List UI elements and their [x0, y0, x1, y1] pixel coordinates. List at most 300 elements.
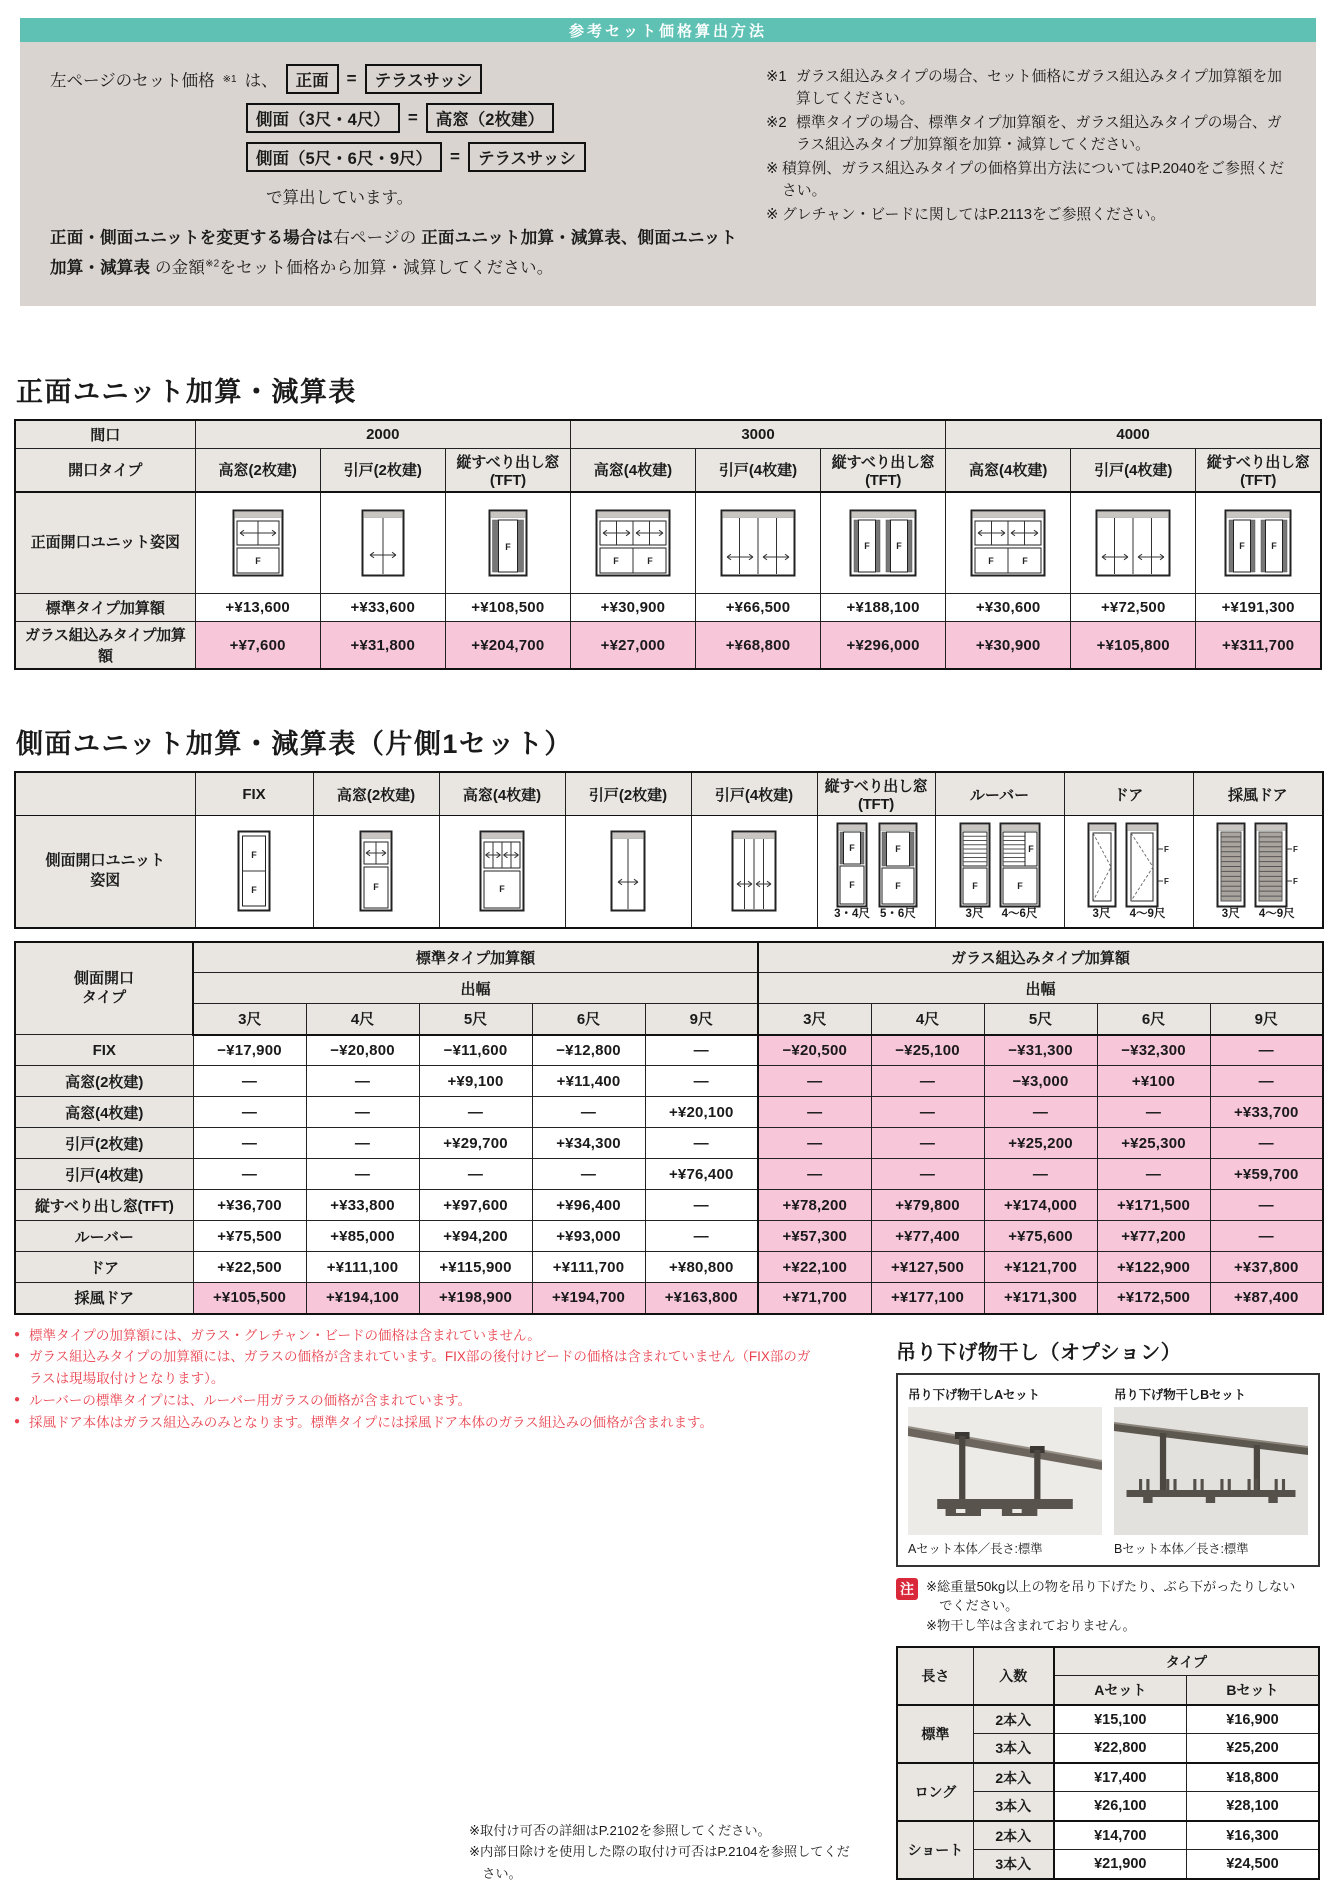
std-addition-label: 標準タイプ加算額	[15, 594, 195, 622]
note-mark: ※	[766, 160, 779, 177]
change-note-bold-3: 側面ユニット加算・減算表	[50, 229, 738, 277]
install-notes	[469, 1820, 861, 1885]
glass-value-cell: +¥37,800	[1210, 1252, 1323, 1283]
glass-value-cell: +¥75,600	[984, 1221, 1097, 1252]
takamado4-icon	[970, 509, 1046, 577]
a-set-price: ¥26,100	[1054, 1792, 1187, 1821]
side-type-header-7: ルーバー	[935, 772, 1064, 816]
formula-line-2	[50, 103, 740, 133]
glass-value-cell: —	[758, 1128, 871, 1159]
hikido2-side-icon	[610, 830, 646, 912]
equals-sign: =	[346, 69, 357, 88]
std-value-cell: —	[193, 1066, 306, 1097]
window-diagram	[824, 509, 942, 577]
std-value-cell: +¥115,900	[419, 1252, 532, 1283]
svg-text:F: F	[1163, 845, 1169, 854]
table-row	[15, 492, 1321, 594]
type-header-1: 高窓(2枚建)	[195, 448, 320, 492]
table-row	[15, 622, 1321, 670]
window-diagram-group	[569, 830, 688, 912]
depth-header-glass-6尺: 6尺	[1097, 1004, 1210, 1035]
front-diagram-cell-8	[1071, 492, 1196, 594]
row-label-3: 高窓(4枚建)	[15, 1097, 193, 1128]
front-diagram-cell-6	[821, 492, 946, 594]
std-value-cell: +¥11,400	[532, 1066, 645, 1097]
depth-header-std-6尺: 6尺	[532, 1004, 645, 1035]
length-cell-ショート: ショート	[897, 1821, 973, 1879]
svg-text:F: F	[849, 880, 855, 890]
svg-text:F: F	[1163, 877, 1169, 886]
product-header: 吊り下げ物干しBセット	[1114, 1387, 1246, 1402]
svg-text:F: F	[499, 884, 505, 895]
table-row	[15, 1252, 1323, 1283]
row-label-8: ドア	[15, 1252, 193, 1283]
glass-value-cell: —	[1097, 1159, 1210, 1190]
table-row	[15, 1066, 1323, 1097]
diagram-size-label: 3尺	[965, 908, 984, 920]
price-footnote-1: ● 標準タイプの加算額には、ガラス・グレチャン・ビードの価格は含まれていません。	[14, 1325, 814, 1347]
window-diagram	[1199, 509, 1317, 577]
type-header: タイプ	[1054, 1647, 1319, 1676]
diagram-size-label: 4～6尺	[1001, 908, 1038, 920]
row-label-9: 採風ドア	[15, 1283, 193, 1314]
a-set-header: Aセット	[1054, 1676, 1187, 1705]
std-value-cell: —	[645, 1128, 758, 1159]
std-value-cell: —	[306, 1128, 419, 1159]
table-row	[15, 1283, 1323, 1314]
glass-value-cell: —	[871, 1066, 984, 1097]
diagram-item	[834, 822, 870, 921]
count-header: 入数	[973, 1647, 1053, 1705]
note-mark: ※2	[766, 114, 787, 131]
formula-left-box: 側面（3尺・4尺）	[246, 103, 400, 133]
std-value-cell: +¥29,700	[419, 1128, 532, 1159]
table-row	[15, 942, 1323, 973]
std-value-cell: +¥194,100	[306, 1283, 419, 1314]
svg-text:F: F	[373, 882, 379, 893]
std-value-cell: —	[306, 1097, 419, 1128]
glass-value-cell: +¥127,500	[871, 1252, 984, 1283]
length-cell-ロング: ロング	[897, 1763, 973, 1821]
side-diagram-cell-5	[691, 816, 817, 928]
std-value-cell: +¥93,000	[532, 1221, 645, 1252]
intro-notes	[766, 64, 1290, 290]
table-row	[15, 594, 1321, 622]
glass-price-cell: +¥68,800	[695, 622, 820, 670]
side-type-header-6: 縦すべり出し窓(TFT)	[817, 772, 935, 816]
glass-value-cell: +¥87,400	[1210, 1283, 1323, 1314]
depth-header-glass-9尺: 9尺	[1210, 1004, 1323, 1035]
caution-notes	[926, 1577, 1302, 1636]
side-table-corner	[15, 772, 195, 816]
window-diagram-group	[443, 830, 562, 912]
change-note-sup: ※2	[205, 258, 220, 270]
window-diagram-group	[1068, 822, 1190, 921]
table-row	[15, 1159, 1323, 1190]
std-value-cell: −¥11,600	[419, 1035, 532, 1066]
equals-sign: =	[450, 147, 460, 166]
type-header-3: 縦すべり出し窓(TFT)	[445, 448, 570, 492]
glass-value-cell: —	[1097, 1097, 1210, 1128]
diagram-size-label: 4～9尺	[1258, 908, 1295, 920]
hanging-dryer-photo-box	[896, 1373, 1320, 1567]
depth-header-glass-4尺: 4尺	[871, 1004, 984, 1035]
svg-text:F: F	[1016, 881, 1023, 891]
glass-value-cell: —	[1210, 1221, 1323, 1252]
glass-value-cell: +¥172,500	[1097, 1283, 1210, 1314]
hanging-dryer-section	[896, 1336, 1320, 1880]
photo-b	[1114, 1407, 1308, 1535]
svg-text:F: F	[1271, 540, 1277, 551]
side-table-title: 側面ユニット加算・減算表（片側1セット）	[16, 729, 573, 759]
kaze-door-b-icon	[1254, 822, 1300, 908]
side-diagram-cell-6	[817, 816, 935, 928]
std-price-cell: +¥30,600	[946, 594, 1071, 622]
side-type-header-1: FIX	[195, 772, 313, 816]
std-value-cell: —	[645, 1221, 758, 1252]
diagram-item	[731, 830, 777, 912]
std-value-cell: —	[419, 1097, 532, 1128]
hanging-dryer-price-table	[896, 1646, 1320, 1880]
opening-type-header: 開口タイプ	[15, 448, 195, 492]
hikido4-icon	[1095, 509, 1171, 577]
side-diagram-label: 側面開口ユニット 姿図	[15, 816, 195, 928]
type-header-5: 引戸(4枚建)	[695, 448, 820, 492]
louver-a-icon	[959, 822, 991, 908]
std-value-cell: +¥111,700	[532, 1252, 645, 1283]
std-value-cell: —	[193, 1097, 306, 1128]
front-diagram-cell-3	[445, 492, 570, 594]
std-value-cell: +¥194,700	[532, 1283, 645, 1314]
row-label-6: 縦すべり出し窓(TFT)	[15, 1190, 193, 1221]
diagram-item	[999, 822, 1041, 921]
front-diagram-cell-1	[195, 492, 320, 594]
std-value-cell: −¥20,800	[306, 1035, 419, 1066]
louver-b-icon	[999, 822, 1041, 908]
note-mark: ※	[766, 206, 779, 223]
a-set-price: ¥21,900	[1054, 1850, 1187, 1879]
table-row	[15, 772, 1323, 816]
caution-block	[896, 1577, 1302, 1636]
side-diagram-cell-9	[1193, 816, 1323, 928]
std-value-cell: —	[306, 1159, 419, 1190]
std-value-cell: —	[645, 1066, 758, 1097]
kaze-door-a-icon	[1216, 822, 1246, 908]
window-diagram-group	[939, 822, 1061, 921]
glass-value-cell: —	[984, 1159, 1097, 1190]
note-text: 積算例、ガラス組込みタイプの価格算出方法についてはP.2040をご参照ください。	[782, 160, 1285, 200]
depth-header-std-5尺: 5尺	[419, 1004, 532, 1035]
std-value-cell: +¥97,600	[419, 1190, 532, 1221]
glass-value-cell: +¥59,700	[1210, 1159, 1323, 1190]
change-note-bold-1: 正面・側面ユニットを変更する場合は	[50, 229, 334, 247]
span-header-2000: 2000	[195, 420, 570, 448]
diagram-item	[479, 830, 525, 912]
glass-price-cell: +¥27,000	[570, 622, 695, 670]
std-value-cell: +¥80,800	[645, 1252, 758, 1283]
side-diagram-cell-4	[565, 816, 691, 928]
window-diagram	[199, 509, 317, 577]
front-diagram-cell-5	[695, 492, 820, 594]
intro-left	[50, 64, 740, 290]
side-diagram-cell-7	[935, 816, 1064, 928]
tft1-icon	[488, 509, 528, 577]
install-note-2: ※内部日除けを使用した際の取付け可否はP.2104を参照してください。	[469, 1844, 850, 1882]
diagram-item	[237, 830, 271, 912]
glass-value-cell: +¥177,100	[871, 1283, 984, 1314]
formula-left-box: 正面	[286, 64, 339, 94]
hikido4-icon	[720, 509, 796, 577]
tft-side-a-icon	[836, 822, 868, 908]
bottom-region	[14, 1320, 1322, 1890]
std-value-cell: −¥17,900	[193, 1035, 306, 1066]
table-row	[897, 1647, 1319, 1676]
table-row	[15, 1004, 1323, 1035]
b-set-price: ¥16,300	[1186, 1821, 1319, 1850]
span-header-4000: 4000	[946, 420, 1321, 448]
std-value-cell: +¥198,900	[419, 1283, 532, 1314]
diagram-size-label: 5・6尺	[879, 908, 916, 920]
std-value-cell: +¥36,700	[193, 1190, 306, 1221]
svg-text:F: F	[505, 541, 511, 552]
formula-lead-sup: ※1	[222, 73, 237, 85]
std-value-cell: —	[532, 1159, 645, 1190]
formula-block	[50, 64, 740, 172]
maguchi-header: 間口	[15, 420, 195, 448]
glass-value-cell: +¥78,200	[758, 1190, 871, 1221]
window-diagram-group	[317, 830, 436, 912]
front-diagram-cell-9	[1196, 492, 1321, 594]
glass-value-cell: +¥25,200	[984, 1128, 1097, 1159]
caution-note-2: ※物干し竿は含まれておりません。	[926, 1618, 1136, 1634]
front-table-title: 正面ユニット加算・減算表	[16, 377, 357, 407]
glass-price-cell: +¥30,900	[946, 622, 1071, 670]
calc-note: で算出しています。	[266, 189, 414, 207]
glass-value-cell: +¥122,900	[1097, 1252, 1210, 1283]
caution-badge: 注	[896, 1578, 918, 1600]
std-value-cell: +¥111,100	[306, 1252, 419, 1283]
equals-sign: =	[407, 108, 418, 127]
diagram-item	[1087, 822, 1117, 921]
glass-value-cell: +¥171,300	[984, 1283, 1097, 1314]
fix-icon	[237, 830, 271, 912]
svg-text:F: F	[251, 885, 257, 896]
depth-label-glass: 出幅	[758, 973, 1323, 1004]
std-value-cell: +¥33,800	[306, 1190, 419, 1221]
window-diagram	[574, 509, 692, 577]
note-text: 標準タイプの場合、標準タイプ加算額を、ガラス組込みタイプの場合、ガラス組込みタイプ加算額を加算・減算してください。	[796, 114, 1282, 154]
svg-text:F: F	[251, 850, 257, 861]
side-type-header-2: 高窓(2枚建)	[313, 772, 439, 816]
svg-text:F: F	[895, 844, 901, 854]
svg-text:F: F	[254, 555, 261, 566]
glass-value-cell: +¥25,300	[1097, 1128, 1210, 1159]
intro-note-3	[766, 158, 1290, 203]
glass-addition-label: ガラス組込みタイプ加算額	[15, 622, 195, 670]
glass-group-header: ガラス組込みタイプ加算額	[758, 942, 1323, 973]
a-set-price: ¥15,100	[1054, 1705, 1187, 1734]
b-set-price: ¥18,800	[1186, 1763, 1319, 1792]
type-header-4: 高窓(4枚建)	[570, 448, 695, 492]
glass-price-cell: +¥296,000	[821, 622, 946, 670]
glass-value-cell: —	[984, 1097, 1097, 1128]
window-diagram	[949, 509, 1067, 577]
svg-text:F: F	[896, 540, 902, 551]
svg-text:F: F	[1292, 877, 1298, 886]
front-diagram-cell-4	[570, 492, 695, 594]
glass-value-cell: +¥33,700	[1210, 1097, 1323, 1128]
diagram-item	[1125, 822, 1171, 921]
glass-value-cell: —	[1210, 1190, 1323, 1221]
std-value-cell: +¥96,400	[532, 1190, 645, 1221]
price-footnotes	[14, 1320, 814, 1434]
glass-value-cell: +¥77,400	[871, 1221, 984, 1252]
glass-price-cell: +¥204,700	[445, 622, 570, 670]
svg-text:F: F	[988, 555, 994, 566]
table-row	[897, 1763, 1319, 1792]
depth-header-std-4尺: 4尺	[306, 1004, 419, 1035]
std-value-cell: −¥12,800	[532, 1035, 645, 1066]
std-value-cell: +¥85,000	[306, 1221, 419, 1252]
a-set-price: ¥17,400	[1054, 1763, 1187, 1792]
price-footnote-2: ● ガラス組込みタイプの加算額には、ガラスの価格が含まれています。FIX部の後付けビードの価格は含まれていません（FIX部のガラスは現場取付けとなります）。	[14, 1346, 814, 1390]
glass-value-cell: +¥77,200	[1097, 1221, 1210, 1252]
a-set-price: ¥22,800	[1054, 1734, 1187, 1763]
table-row	[897, 1705, 1319, 1734]
glass-value-cell: +¥100	[1097, 1066, 1210, 1097]
depth-header-glass-3尺: 3尺	[758, 1004, 871, 1035]
glass-value-cell: +¥22,100	[758, 1252, 871, 1283]
depth-label-std: 出幅	[193, 973, 758, 1004]
row-label-5: 引戸(4枚建)	[15, 1159, 193, 1190]
glass-value-cell: —	[1210, 1035, 1323, 1066]
hanging-product-b	[1114, 1385, 1308, 1557]
window-diagram	[699, 509, 817, 577]
std-value-cell: +¥20,100	[645, 1097, 758, 1128]
table-row	[15, 1128, 1323, 1159]
glass-value-cell: —	[871, 1128, 984, 1159]
window-diagram	[324, 509, 442, 577]
depth-header-glass-5尺: 5尺	[984, 1004, 1097, 1035]
glass-price-cell: +¥7,600	[195, 622, 320, 670]
side-type-header-5: 引戸(4枚建)	[691, 772, 817, 816]
b-set-price: ¥28,100	[1186, 1792, 1319, 1821]
diagram-item	[359, 830, 393, 912]
side-type-header-3: 高窓(4枚建)	[439, 772, 565, 816]
table-row	[15, 1035, 1323, 1066]
side-type-header-8: ドア	[1064, 772, 1193, 816]
table-row	[15, 420, 1321, 448]
diagram-item	[878, 822, 918, 921]
svg-text:F: F	[647, 555, 653, 566]
length-header: 長さ	[897, 1647, 973, 1705]
glass-value-cell: +¥174,000	[984, 1190, 1097, 1221]
product-photo-b	[1114, 1407, 1308, 1535]
type-header-6: 縦すべり出し窓(TFT)	[821, 448, 946, 492]
glass-value-cell: −¥20,500	[758, 1035, 871, 1066]
glass-value-cell: —	[871, 1159, 984, 1190]
front-diagram-cell-7	[946, 492, 1071, 594]
glass-value-cell: —	[1210, 1128, 1323, 1159]
glass-value-cell: —	[1210, 1066, 1323, 1097]
diagram-size-label: 3尺	[1092, 908, 1111, 920]
price-footnote-4: ● 採風ドア本体はガラス組込みのみとなります。標準タイプには採風ドア本体のガラス組込みの価格が含まれます。	[14, 1412, 814, 1434]
type-header-9: 縦すべり出し窓(TFT)	[1196, 448, 1321, 492]
formula-line-1	[50, 64, 740, 94]
product-caption: Bセット本体／長さ:標準	[1114, 1541, 1249, 1556]
svg-text:F: F	[1239, 540, 1245, 551]
std-price-cell: +¥66,500	[695, 594, 820, 622]
formula-right-box: 高窓（2枚建）	[426, 103, 554, 133]
row-label-1: FIX	[15, 1035, 193, 1066]
diagram-size-label: 3・4尺	[834, 908, 870, 920]
svg-text:F: F	[1292, 845, 1298, 854]
change-note-text-1: 右ページの	[333, 229, 422, 247]
a-set-price: ¥14,700	[1054, 1821, 1187, 1850]
std-value-cell: +¥163,800	[645, 1283, 758, 1314]
std-price-cell: +¥72,500	[1071, 594, 1196, 622]
depth-header-std-9尺: 9尺	[645, 1004, 758, 1035]
formula-left-box: 側面（5尺・6尺・9尺）	[246, 142, 442, 172]
window-diagram-group	[695, 830, 814, 912]
table-row	[15, 1221, 1323, 1252]
depth-header-std-3尺: 3尺	[193, 1004, 306, 1035]
takamado2-icon	[232, 509, 284, 577]
count-cell: 3本入	[973, 1734, 1053, 1763]
table-row	[897, 1821, 1319, 1850]
diagram-item	[959, 822, 991, 921]
takamado4-side-icon	[479, 830, 525, 912]
count-cell: 2本入	[973, 1763, 1053, 1792]
table-row	[15, 816, 1323, 928]
side-unit-diagram-table	[14, 771, 1324, 929]
product-caption: Aセット本体／長さ:標準	[908, 1541, 1043, 1556]
glass-value-cell: +¥57,300	[758, 1221, 871, 1252]
side-type-header-4: 引戸(2枚建)	[565, 772, 691, 816]
std-value-cell: —	[193, 1159, 306, 1190]
table-row	[15, 448, 1321, 492]
row-label-4: 引戸(2枚建)	[15, 1128, 193, 1159]
length-cell-標準: 標準	[897, 1705, 973, 1763]
front-diagram-cell-2	[320, 492, 445, 594]
change-note-bold-2: 正面ユニット加算・減算表、	[421, 229, 638, 247]
std-value-cell: +¥75,500	[193, 1221, 306, 1252]
std-price-cell: +¥13,600	[195, 594, 320, 622]
hikido2-icon	[361, 509, 405, 577]
formula-right-box: テラスサッシ	[365, 64, 483, 94]
std-price-cell: +¥33,600	[320, 594, 445, 622]
window-diagram-group	[821, 822, 932, 921]
svg-text:F: F	[1022, 555, 1028, 566]
tft-side-b-icon	[878, 822, 918, 908]
note-mark: ※1	[766, 69, 787, 85]
side-diagram-cell-3	[439, 816, 565, 928]
svg-text:F: F	[849, 843, 855, 853]
std-value-cell: +¥9,100	[419, 1066, 532, 1097]
std-value-cell: —	[645, 1035, 758, 1066]
intro-note-1	[766, 66, 1290, 111]
hikido4-side-icon	[731, 830, 777, 912]
svg-text:F: F	[613, 555, 619, 566]
front-unit-price-table	[14, 419, 1322, 670]
span-header-3000: 3000	[570, 420, 945, 448]
formula-right-box: テラスサッシ	[468, 142, 586, 172]
change-note	[50, 224, 740, 283]
side-opening-type-corner: 側面開口 タイプ	[15, 942, 193, 1035]
std-value-cell: +¥22,500	[193, 1252, 306, 1283]
tft2-icon	[849, 509, 917, 577]
window-diagram	[1074, 509, 1192, 577]
